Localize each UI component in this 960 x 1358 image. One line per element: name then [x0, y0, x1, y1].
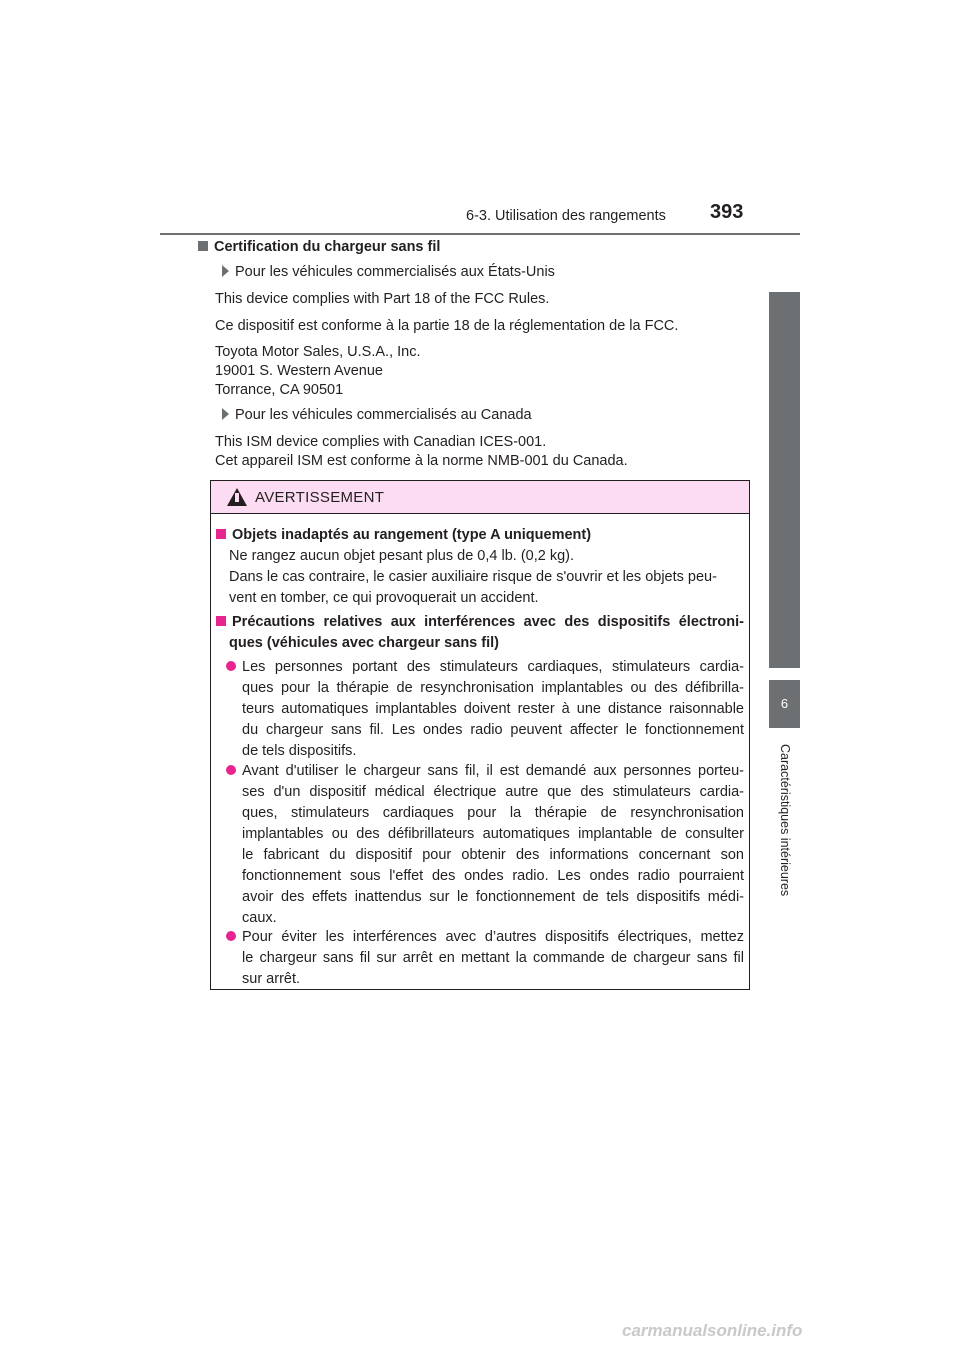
pink-dot-icon [226, 765, 236, 775]
page-number: 393 [710, 201, 744, 223]
warning-item1-title [216, 525, 744, 546]
canada-heading-text: Pour les véhicules commercialisés au Canada [235, 407, 532, 423]
warning-box [210, 480, 750, 990]
fcc-statement-en: This device complies with Part 18 of the FCC Rules. [215, 291, 550, 307]
address-line-1: Toyota Motor Sales, U.S.A., Inc. [215, 344, 421, 360]
warning-item1-body [229, 546, 744, 609]
fcc-statement-fr: Ce dispositif est conforme à la partie 18 de la réglementation de la FCC. [215, 318, 679, 334]
bullet2-line: ques, stimulateurs cardiaques pour la thérapie de resynchronisation [242, 805, 744, 821]
section-square-icon [198, 241, 208, 251]
triangle-bullet-icon [222, 408, 229, 420]
warning-item1-title-text: Objets inadaptés au rangement (type A uniquement) [232, 527, 592, 543]
warning-header [211, 481, 749, 514]
ices-statement-en: This ISM device complies with Canadian ICES-001. [215, 434, 547, 450]
pink-square-icon [216, 616, 226, 626]
bullet3-line: sur arrêt. [242, 971, 301, 987]
bullet1-line: Les personnes portant des stimulateurs cardiaques, stimulateurs cardia- [242, 659, 744, 675]
warning-item1-line: Dans le cas contraire, le casier auxiliaire risque de s'ouvrir et les objets peu- [229, 569, 717, 585]
triangle-bullet-icon [222, 265, 229, 277]
warning-bullet3-dot [226, 927, 242, 948]
bullet2-line: fonctionnement sous l'effet des ondes radio. Les ondes radio pourraient [242, 868, 744, 884]
bullet1-line: ques pour la thérapie de resynchronisation implantables ou des défibrilla- [242, 680, 744, 696]
pink-dot-icon [226, 661, 236, 671]
warning-item2-title-line-1: Précautions relatives aux interférences avec des dispositifs électroni- [232, 614, 744, 630]
warning-bullet1 [242, 657, 744, 762]
warning-bullet3 [242, 927, 744, 990]
canada-heading [222, 407, 532, 423]
warning-title: AVERTISSEMENT [255, 489, 385, 506]
side-tab-chapter-label: Caractéristiques intérieures [778, 744, 792, 897]
header-rule [160, 233, 800, 235]
side-tab-bar [769, 292, 800, 668]
pink-square-icon [216, 529, 226, 539]
usa-heading [222, 264, 555, 280]
bullet1-line: teurs automatiques implantables doivent rester à une distance raisonnable [242, 701, 744, 717]
warning-bullet1-dot [226, 657, 242, 678]
bullet1-line: du chargeur sans fil. Les ondes radio peuvent affecter le fonctionnement [242, 722, 744, 738]
address-line-2: 19001 S. Western Avenue [215, 363, 383, 379]
warning-item1-line: Ne rangez aucun objet pesant plus de 0,4 lb. (0,2 kg). [229, 548, 574, 564]
address-line-3: Torrance, CA 90501 [215, 382, 344, 398]
side-tab-chapter-number: 6 [769, 680, 800, 728]
warning-bullet2-dot [226, 761, 242, 782]
certification-title [198, 239, 440, 255]
warning-item2-title-line-2: ques (véhicules avec chargeur sans fil) [229, 635, 499, 651]
side-tab-label-box [769, 732, 800, 932]
warning-item1 [216, 525, 744, 546]
warning-exclamation-mark [235, 493, 239, 502]
bullet2-line: le fabricant du dispositif pour obtenir des informations concernant son [242, 847, 744, 863]
usa-heading-text: Pour les véhicules commercialisés aux États-Unis [235, 264, 555, 280]
bullet3-line: Pour éviter les interférences avec d’autres dispositifs électriques, mettez [242, 929, 744, 945]
bullet3-line: le chargeur sans fil sur arrêt en mettant la commande de chargeur sans fil [242, 950, 744, 966]
bullet2-line: caux. [242, 910, 277, 926]
bullet1-line: de tels dispositifs. [242, 743, 357, 759]
header-section-title: 6-3. Utilisation des rangements [466, 208, 666, 224]
warning-item2-title [216, 612, 744, 633]
watermark: carmanualsonline.info [622, 1321, 803, 1340]
certification-title-text: Certification du chargeur sans fil [214, 239, 441, 255]
bullet2-line: implantables ou des défibrillateurs automatiques implantable de consulter [242, 826, 744, 842]
warning-item2-title-cont [229, 633, 744, 654]
pink-dot-icon [226, 931, 236, 941]
bullet2-line: Avant d'utiliser le chargeur sans fil, il est demandé aux personnes porteu- [242, 763, 744, 779]
warning-bullet2 [242, 761, 744, 929]
bullet2-line: ses d'un dispositif médical électrique autre que des stimulateurs cardia- [242, 784, 744, 800]
warning-item1-line: vent en tomber, ce qui provoquerait un accident. [229, 590, 539, 606]
bullet2-line: avoir des effets inattendus sur le fonctionnement de tels dispositifs médi- [242, 889, 744, 905]
ices-statement-fr: Cet appareil ISM est conforme à la norme NMB-001 du Canada. [215, 453, 628, 469]
warning-item2-title-line [216, 612, 744, 633]
